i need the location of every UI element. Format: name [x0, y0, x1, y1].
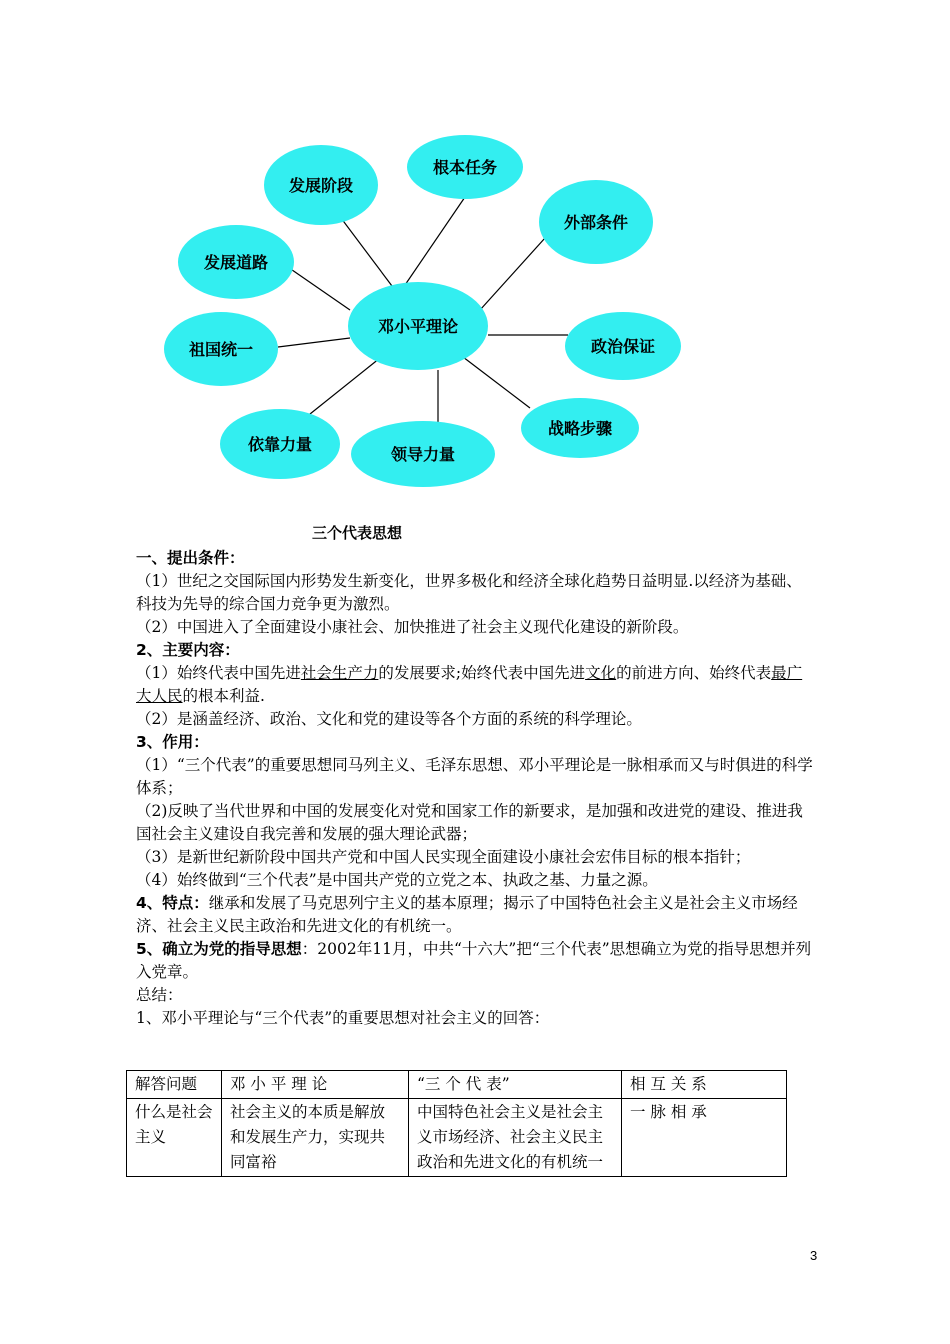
summary-label: 总结： [136, 986, 183, 1004]
paragraph: （1）始终代表中国先进社会生产力的发展要求;始终代表中国先进文化的前进方向、始终代表最广大人民的根本利益. [136, 664, 803, 705]
paragraph: （2)反映了当代世界和中国的发展变化对党和国家工作的新要求，是加强和改进党的建设、推进我国社会主义建设自我完善和发展的强大理论武器； [136, 802, 803, 843]
table-header: 邓 小 平 理 论 [222, 1071, 409, 1099]
page-number: 3 [810, 1248, 818, 1263]
table-header: 相 互 关 系 [622, 1071, 787, 1099]
paragraph: （3）是新世纪新阶段中国共产党和中国人民实现全面建设小康社会宏伟目标的根本指针； [136, 848, 751, 866]
paragraph: （1）世纪之交国际国内形势发生新变化，世界多极化和经济全球化趋势日益明显.以经济为基础、科技为先导的综合国力竞争更为激烈。 [136, 572, 802, 613]
paragraph: 4、特点：继承和发展了马克思列宁主义的基本原理；揭示了中国特色社会主义是社会主义市场经济、社会主义民主政治和先进文化的有机统一。 [136, 894, 798, 935]
paragraph: （1）“三个代表”的重要思想同马列主义、毛泽东思想、邓小平理论是一脉相承而又与时俱进的科学体系； [136, 756, 813, 797]
heading-5: 5、确立为党的指导思想 [136, 940, 302, 958]
heading-4: 4、特点： [136, 894, 209, 912]
table-row [127, 1099, 787, 1177]
paragraph: （2）是涵盖经济、政治、文化和党的建设等各个方面的系统的科学理论。 [136, 710, 642, 728]
section-title: 三个代表思想 [312, 524, 403, 542]
summary-line: 1、邓小平理论与“三个代表”的重要思想对社会主义的回答： [136, 1009, 550, 1027]
heading-1: 一、提出条件： [136, 549, 245, 567]
theory-diagram [0, 0, 950, 510]
node-label: 根本任务 [432, 158, 498, 177]
comparison-table [126, 1070, 787, 1177]
heading-3: 3、作用： [136, 733, 209, 751]
paragraph: （4）始终做到“三个代表”是中国共产党的立党之本、执政之基、力量之源。 [136, 871, 658, 889]
node-label: 领导力量 [390, 445, 456, 464]
table-cell: 一 脉 相 承 [622, 1099, 787, 1177]
center-label: 邓小平理论 [377, 317, 459, 336]
table-cell: 社会主义的本质是解放和发展生产力，实现共同富裕 [222, 1099, 409, 1177]
table-cell: 中国特色社会主义是社会主义市场经济、社会主义民主政治和先进文化的有机统一 [409, 1099, 622, 1177]
node-label: 祖国统一 [188, 340, 254, 359]
table-header-row [127, 1071, 787, 1099]
table-cell: 什么是社会主义 [127, 1099, 222, 1177]
heading-2: 2、主要内容： [136, 641, 240, 659]
node-label: 外部条件 [563, 213, 629, 232]
document-body [136, 522, 816, 1030]
node-label: 发展阶段 [288, 176, 354, 195]
table-header: 解答问题 [127, 1071, 222, 1099]
table-header: “三 个 代 表” [409, 1071, 622, 1099]
node-label: 发展道路 [203, 253, 269, 272]
node-label: 依靠力量 [247, 435, 313, 454]
node-label: 战略步骤 [547, 419, 613, 438]
node-label: 政治保证 [590, 337, 656, 356]
paragraph: 5、确立为党的指导思想：2002年11月，中共“十六大”把“三个代表”思想确立为党的指导思想并列入党章。 [136, 940, 812, 981]
paragraph: （2）中国进入了全面建设小康社会、加快推进了社会主义现代化建设的新阶段。 [136, 618, 689, 636]
